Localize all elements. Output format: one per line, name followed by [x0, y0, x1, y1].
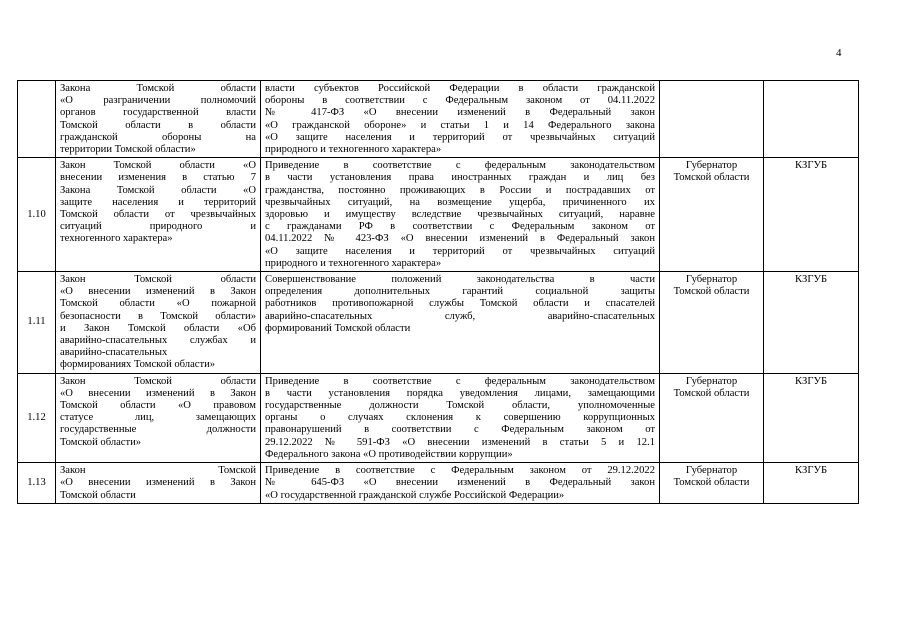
law-title-line: «О внесении изменений в Закон: [60, 286, 256, 298]
description-line: Совершенствование положений законодательства в части: [265, 274, 655, 286]
description-line: Приведение в соответствие с федеральным законодательством: [265, 160, 655, 172]
law-title-line: формированиях Томской области»: [60, 359, 216, 371]
row-number: 1.10: [18, 158, 56, 272]
description-line: 29.12.2022 № 591-ФЗ «О внесении изменений в статьи 5 и 12.1: [265, 436, 655, 448]
description-line: «О государственной гражданской службе Российской Федерации»: [265, 489, 565, 501]
description-line: с гражданами РФ в соответствии с Федеральным законом от: [265, 221, 655, 233]
description-line: Приведение в соответствие с Федеральным законом от 29.12.2022: [265, 465, 655, 477]
description-line: «О защите населения и территорий от чрезвычайных ситуаций: [265, 245, 655, 257]
description-line: «О защите населения и территорий от чрезвычайных ситуаций: [265, 131, 655, 143]
description-line: аварийно-спасательных служб, аварийно-спасательных: [265, 310, 655, 322]
law-title-line: «О внесении изменений в Закон: [60, 477, 256, 489]
law-title-line: техногенного характера»: [60, 233, 173, 245]
row-number: 1.11: [18, 272, 56, 374]
description-cell: [261, 272, 660, 374]
description-line: 04.11.2022 № 423-ФЗ «О внесении изменений в Федеральный закон: [265, 233, 655, 245]
description-line: Федерального закона «О противодействии коррупции»: [265, 448, 513, 460]
responsible-cell: [660, 81, 764, 158]
law-title-line: государственные должности: [60, 424, 256, 436]
responsible-cell: [660, 373, 764, 462]
description-cell: [261, 81, 660, 158]
table-row: [18, 463, 859, 504]
responsible-line: Томской области: [673, 387, 750, 399]
description-cell: [261, 158, 660, 272]
executor-cell: КЗГУБ: [764, 373, 859, 462]
description-line: в части установления порядка уведомления лицами, замещающими: [265, 387, 655, 399]
description-line: определения дополнительных гарантий социальной защиты: [265, 286, 655, 298]
description-line: государственные должности Томской области, уполномоченные: [265, 400, 655, 412]
law-title-cell: [56, 373, 261, 462]
row-number: 1.12: [18, 373, 56, 462]
law-title-line: гражданской обороны на: [60, 131, 256, 143]
law-title-line: и Закон Томской области «Об: [60, 322, 256, 334]
responsible-cell: [660, 463, 764, 504]
description-line: формирований Томской области: [265, 322, 411, 334]
description-line: в части установления права иностранных граждан и лиц без: [265, 172, 655, 184]
description-line: власти субъектов Российской Федерации в области гражданской: [265, 83, 655, 94]
description-cell: [261, 463, 660, 504]
law-title-line: ситуаций природного и: [60, 221, 256, 233]
law-title-line: Закона Томской области «О: [60, 184, 256, 196]
law-title-line: Закон Томской области «О: [60, 160, 256, 172]
executor-cell: КЗГУБ: [764, 463, 859, 504]
description-line: № 645-ФЗ «О внесении изменений в Федеральный закон: [265, 477, 655, 489]
description-line: гражданства, постоянно проживающих в России и пострадавших от: [265, 184, 655, 196]
law-title-line: Томской области «О правовом: [60, 400, 256, 412]
law-title-line: Закон Томской области: [60, 274, 256, 286]
page-number: 4: [836, 47, 842, 59]
responsible-line: Томской области: [673, 172, 750, 184]
row-number: [18, 81, 56, 158]
law-title-line: Закона Томской области: [60, 83, 256, 94]
law-title-line: территории Томской области»: [60, 144, 196, 156]
description-line: «О гражданской обороне» и статьи 1 и 14 Федерального закона: [265, 119, 655, 131]
law-title-cell: [56, 81, 261, 158]
description-line: природного и техногенного характера»: [265, 144, 442, 156]
description-line: работников противопожарной службы Томской области и спасателей: [265, 298, 655, 310]
table-row: [18, 158, 859, 272]
description-line: № 417-ФЗ «О внесении изменений в Федеральный закон: [265, 107, 655, 119]
plan-table: [17, 80, 859, 504]
description-line: обороны в соответствии с Федеральным законом от 04.11.2022: [265, 95, 655, 107]
law-title-cell: [56, 158, 261, 272]
table-row: [18, 81, 859, 158]
law-title-line: защите населения и территорий: [60, 196, 256, 208]
table-row: [18, 272, 859, 374]
executor-cell: КЗГУБ: [764, 158, 859, 272]
law-title-line: «О внесении изменений в Закон: [60, 387, 256, 399]
description-line: чрезвычайных ситуаций, на возмещение ущерба, причиненного их: [265, 196, 655, 208]
description-line: природного и техногенного характера»: [265, 257, 442, 269]
law-title-line: аварийно-спасательных службах и: [60, 335, 256, 347]
law-title-line: органов государственной власти: [60, 107, 256, 119]
table-row: [18, 373, 859, 462]
law-title-line: статусе лиц, замещающих: [60, 412, 256, 424]
law-title-line: Закон Томской: [60, 465, 256, 477]
description-line: органы о случаях склонения к совершению коррупционных: [265, 412, 655, 424]
responsible-cell: [660, 158, 764, 272]
law-title-cell: [56, 463, 261, 504]
law-title-line: аварийно-спасательных: [60, 347, 168, 359]
law-title-line: Томской области от чрезвычайных: [60, 209, 256, 221]
responsible-cell: [660, 272, 764, 374]
executor-cell: [764, 81, 859, 158]
description-line: Приведение в соответствие с федеральным законодательством: [265, 375, 655, 387]
responsible-line: Томской области: [673, 286, 750, 298]
responsible-line: Губернатор: [685, 375, 738, 387]
law-title-line: внесении изменения в статью 7: [60, 172, 256, 184]
description-line: здоровью и имуществу вследствие чрезвычайных ситуаций, наравне: [265, 209, 655, 221]
law-title-cell: [56, 272, 261, 374]
law-title-line: «О разграничении полномочий: [60, 95, 256, 107]
responsible-line: Губернатор: [685, 160, 738, 172]
law-title-line: Томской области»: [60, 436, 142, 448]
law-title-line: безопасности в Томской области»: [60, 310, 256, 322]
description-cell: [261, 373, 660, 462]
law-title-line: Закон Томской области: [60, 375, 256, 387]
responsible-line: Губернатор: [685, 465, 738, 477]
responsible-line: Томской области: [673, 477, 750, 489]
plan-table-body: [18, 81, 859, 504]
row-number: 1.13: [18, 463, 56, 504]
description-line: правонарушений в соответствии с Федеральным законом от: [265, 424, 655, 436]
responsible-line: Губернатор: [685, 274, 738, 286]
law-title-line: Томской области «О пожарной: [60, 298, 256, 310]
law-title-line: Томской области: [60, 489, 136, 501]
executor-cell: КЗГУБ: [764, 272, 859, 374]
law-title-line: Томской области в области: [60, 119, 256, 131]
